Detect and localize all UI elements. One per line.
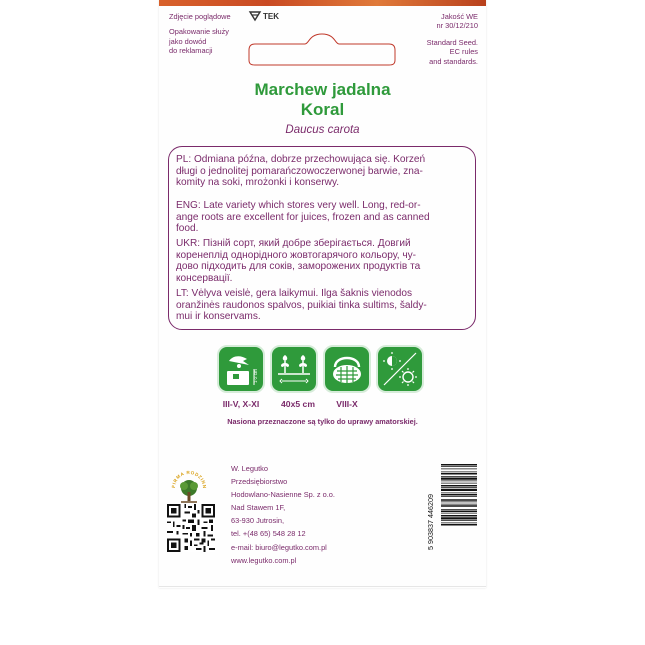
barcode-bar xyxy=(441,473,477,475)
barcode-bar xyxy=(441,524,477,526)
standard-line: and standards. xyxy=(429,56,478,66)
standard-line: EC rules xyxy=(449,47,478,57)
qr-code[interactable] xyxy=(167,504,215,552)
family-company-tree-logo xyxy=(169,466,209,506)
sowing-period-label: III-V, X-XI xyxy=(222,399,260,409)
barcode-bar xyxy=(441,483,477,484)
barcode-bar xyxy=(441,505,477,507)
quality-line: Jakość WE xyxy=(441,12,478,21)
barcode-bar xyxy=(441,464,477,466)
barcode-bar xyxy=(441,485,477,487)
company-email[interactable]: e-mail: biuro@legutko.com.pl xyxy=(231,542,327,552)
barcode-bar xyxy=(441,520,477,521)
description-line: дово підходить для соків, заморожених продуктів та xyxy=(176,261,421,272)
company-line: W. Legutko xyxy=(231,464,268,473)
barcode-bar xyxy=(441,502,477,503)
barcode-bar xyxy=(441,478,477,480)
description-eng xyxy=(176,200,470,235)
barcode-bar xyxy=(441,493,477,494)
barcode-bar xyxy=(441,487,477,488)
barcode-bar xyxy=(441,517,477,519)
harvest-basket-icon xyxy=(323,345,371,393)
tek-logo-icon xyxy=(249,11,261,21)
standard-line: Standard Seed. xyxy=(426,37,478,47)
barcode-bar xyxy=(441,504,477,505)
packaging-note-line: Opakowanie służy xyxy=(169,27,229,37)
barcode-bar xyxy=(441,509,477,510)
sowing-depth-label: 1-2 cm xyxy=(253,369,258,383)
tek-label: TEK xyxy=(263,11,279,21)
barcode-bar xyxy=(441,511,477,513)
spacing-label: 40x5 cm xyxy=(281,399,315,409)
barcode-bar xyxy=(441,496,477,497)
packaging-note-line: do reklamacji xyxy=(169,46,213,56)
description-lt xyxy=(176,288,470,323)
latin-name: Daucus carota xyxy=(285,124,360,136)
barcode-bar xyxy=(441,513,477,514)
company-line: 63-930 Jutrosin, xyxy=(231,516,284,526)
description-line: коренеплід однорідного жовтогарячого кольору, чу- xyxy=(176,249,417,261)
photo-note: Zdjęcie poglądowe xyxy=(169,12,231,21)
description-line: консервації. xyxy=(176,272,233,284)
description-line: ENG: Late variety which stores very well. Long, red-or- xyxy=(176,200,421,211)
barcode-bar xyxy=(441,489,477,491)
sowing-icon xyxy=(217,345,265,393)
company-phone: tel. +(48 65) 548 28 12 xyxy=(231,529,306,539)
company-line: Hodowlano-Nasienne Sp. z o.o. xyxy=(231,490,335,500)
packaging-note-line: jako dowód xyxy=(169,36,207,46)
description-line: LT: Vėlyva veislė, gera laikymui. Ilga šaknis vienodos xyxy=(176,288,413,299)
spacing-icon xyxy=(270,345,318,393)
logo-arc-text: FIRMA RODZINN xyxy=(170,469,208,489)
company-address xyxy=(231,462,335,567)
barcode-bar xyxy=(441,499,477,501)
barcode-bar xyxy=(441,494,477,496)
harvest-period-label: VIII-X xyxy=(336,399,358,409)
description-line: UKR: Пізній сорт, який добре зберігається. Довгий xyxy=(176,238,411,249)
barcode-bar xyxy=(441,466,477,467)
description-line: komity na soki, mrożonki i konserwy. xyxy=(176,177,340,188)
description-line: food. xyxy=(176,223,199,234)
hang-tab-outline xyxy=(247,30,397,66)
carrot-photo-strip xyxy=(159,0,486,6)
barcode-bar xyxy=(441,523,477,524)
barcode-bar xyxy=(441,469,477,470)
barcode-bar xyxy=(441,476,477,477)
barcode-bar xyxy=(441,481,477,482)
tek-mark xyxy=(249,11,279,21)
barcode-bar xyxy=(441,515,477,517)
header-right-notes xyxy=(388,12,478,66)
description-line: ange roots are excellent for juices, frozen and as canned xyxy=(176,211,430,223)
description-ukr xyxy=(176,238,470,284)
ean-barcode xyxy=(426,462,479,552)
quality-line: nr 30/12/210 xyxy=(436,21,478,31)
company-website[interactable]: www.legutko.com.pl xyxy=(231,555,297,565)
description-line: długi o jednolitej pomarańczowoczerwonej barwie, zna- xyxy=(176,165,423,177)
description-line: mui ir konservams. xyxy=(176,311,261,322)
product-name-line2: Koral xyxy=(300,100,345,119)
amateur-use-notice: Nasiona przeznaczone są tylko do uprawy amatorskiej. xyxy=(227,417,418,426)
seed-packet-back xyxy=(159,0,486,588)
company-line: Przedsiębiorstwo xyxy=(231,477,288,487)
sun-icon xyxy=(376,345,424,393)
description-line: oranžinės raudonos spalvos, puikiai tinka sultims, šaldy- xyxy=(176,299,427,311)
barcode-bar xyxy=(441,472,477,473)
barcode-digits: 5 903837 446209 xyxy=(426,494,435,550)
description-pl xyxy=(176,154,470,189)
packet-bottom-edge xyxy=(159,586,486,587)
company-line: Nad Stawem 1F, xyxy=(231,503,286,513)
description-line: PL: Odmiana późna, dobrze przechowująca się. Korzeń xyxy=(176,154,426,165)
product-name-line1: Marchew jadalna xyxy=(254,80,391,99)
